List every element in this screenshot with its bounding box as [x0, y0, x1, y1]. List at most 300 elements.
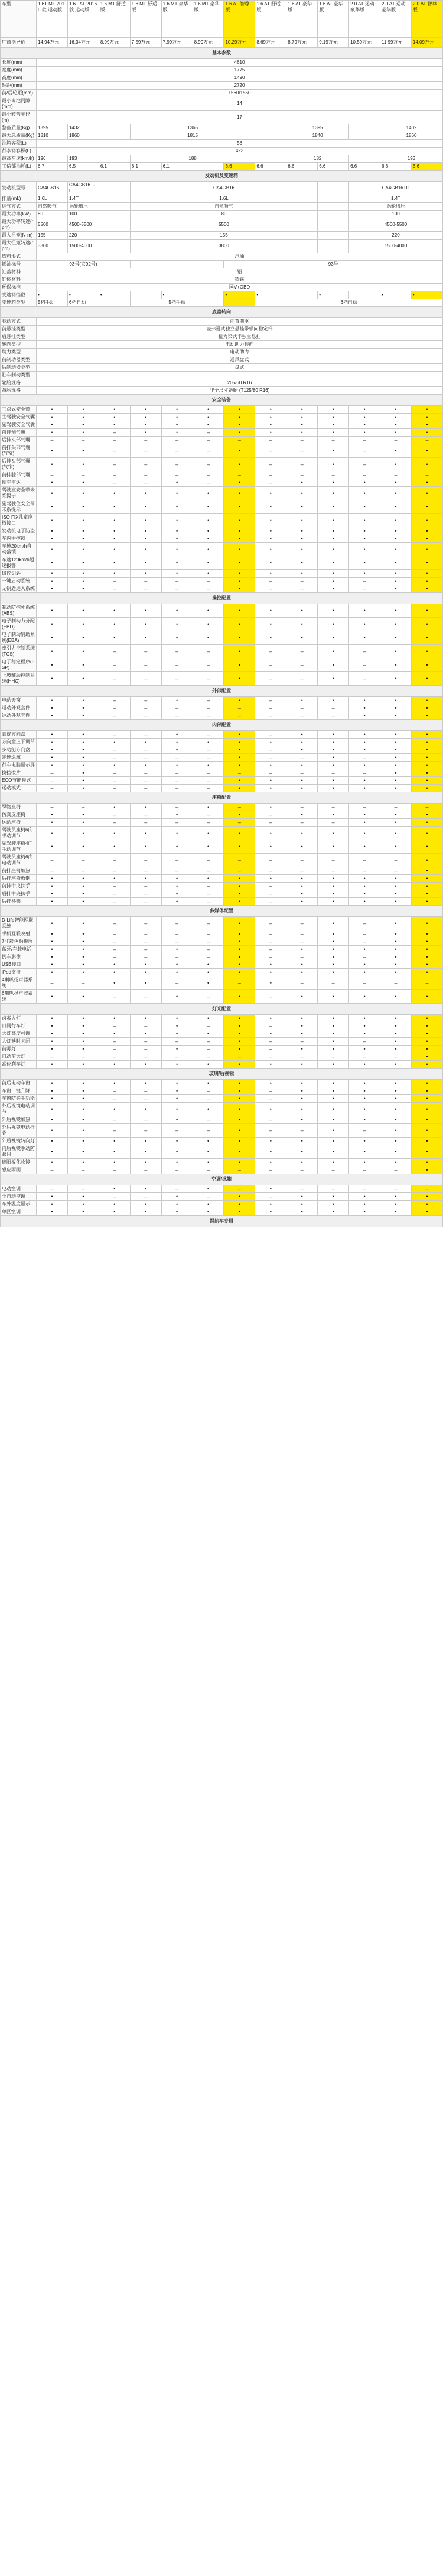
standard-dot: •: [380, 1038, 412, 1046]
standard-dot: •: [224, 535, 255, 543]
standard-dot: •: [380, 769, 412, 777]
not-available: –: [255, 471, 286, 479]
not-available: –: [255, 811, 286, 819]
spec-label: 仿真皮座椅: [1, 811, 37, 819]
standard-dot: •: [224, 1061, 255, 1069]
spec-label: 前排中央扶手: [1, 883, 37, 890]
standard-dot: •: [37, 969, 68, 976]
not-available: –: [130, 444, 161, 458]
standard-dot: •: [224, 645, 255, 658]
standard-dot: •: [349, 827, 380, 840]
standard-dot: •: [318, 672, 349, 686]
not-available: –: [255, 854, 286, 867]
not-available: –: [255, 917, 286, 930]
not-available: –: [255, 645, 286, 658]
standard-dot: •: [380, 631, 412, 645]
standard-dot: •: [318, 762, 349, 769]
not-available: –: [99, 704, 130, 712]
standard-dot: •: [37, 739, 68, 746]
standard-dot: •: [380, 1095, 412, 1103]
standard-dot: •: [37, 875, 68, 883]
standard-dot: •: [130, 527, 161, 535]
spec-row: [1, 672, 443, 686]
standard-dot: •: [318, 479, 349, 487]
standard-dot: •: [67, 739, 99, 746]
not-available: –: [255, 819, 286, 827]
not-available: –: [193, 946, 224, 953]
standard-dot: •: [318, 1087, 349, 1095]
standard-dot: •: [411, 840, 442, 854]
section-header: [1, 395, 443, 406]
not-available: –: [318, 712, 349, 720]
standard-dot: •: [37, 961, 68, 969]
spec-value: [99, 182, 130, 195]
spec-row: [1, 1038, 443, 1046]
spec-label: 副驾驶安全气囊: [1, 421, 37, 429]
standard-dot: •: [380, 777, 412, 785]
not-available: –: [286, 645, 318, 658]
standard-dot: •: [67, 535, 99, 543]
spec-value: •: [255, 291, 286, 299]
not-available: –: [130, 1022, 161, 1030]
standard-dot: •: [349, 421, 380, 429]
standard-dot: •: [99, 543, 130, 556]
spec-value: 1860: [67, 132, 99, 140]
standard-dot: •: [380, 1103, 412, 1116]
not-available: –: [193, 437, 224, 444]
standard-dot: •: [411, 604, 442, 618]
standard-dot: •: [286, 479, 318, 487]
not-available: –: [380, 471, 412, 479]
standard-dot: •: [411, 746, 442, 754]
standard-dot: •: [318, 946, 349, 953]
not-available: –: [349, 754, 380, 762]
standard-dot: •: [224, 739, 255, 746]
standard-dot: •: [224, 1038, 255, 1046]
standard-dot: •: [37, 487, 68, 500]
spec-label: 三点式安全带: [1, 406, 37, 414]
standard-dot: •: [161, 1193, 193, 1201]
standard-dot: •: [286, 556, 318, 570]
standard-dot: •: [380, 1201, 412, 1208]
standard-dot: •: [224, 618, 255, 631]
spec-row: [1, 556, 443, 570]
spec-row: [1, 1145, 443, 1159]
standard-dot: •: [349, 1116, 380, 1124]
standard-dot: •: [193, 1015, 224, 1022]
standard-dot: •: [224, 930, 255, 938]
standard-dot: •: [380, 938, 412, 946]
standard-dot: •: [224, 543, 255, 556]
standard-dot: •: [255, 414, 286, 421]
standard-dot: •: [224, 604, 255, 618]
standard-dot: •: [380, 754, 412, 762]
spec-value: [193, 163, 224, 171]
not-available: –: [130, 578, 161, 585]
section-header: [1, 792, 443, 804]
not-available: –: [255, 578, 286, 585]
not-available: –: [130, 697, 161, 704]
standard-dot: •: [349, 618, 380, 631]
standard-dot: •: [380, 618, 412, 631]
spec-row: [1, 946, 443, 953]
not-available: –: [99, 1124, 130, 1138]
not-available: –: [130, 1095, 161, 1103]
standard-dot: •: [318, 1038, 349, 1046]
price-value: 11.99万元: [380, 38, 412, 48]
spec-value: 非全尺寸备胎 (T125/80 R16): [37, 387, 443, 395]
spec-row: [1, 326, 443, 333]
section-title: 灯光配置: [1, 1004, 443, 1015]
standard-dot: •: [286, 1022, 318, 1030]
spec-row: [1, 535, 443, 543]
spec-row: [1, 746, 443, 754]
standard-dot: •: [286, 1201, 318, 1208]
standard-dot: •: [286, 514, 318, 527]
standard-dot: •: [349, 1015, 380, 1022]
standard-dot: •: [349, 1138, 380, 1145]
standard-dot: •: [37, 500, 68, 514]
standard-dot: •: [161, 990, 193, 1004]
spec-label: 行车电脑显示屏: [1, 762, 37, 769]
not-available: –: [255, 1095, 286, 1103]
standard-dot: •: [380, 746, 412, 754]
not-available: –: [37, 1166, 68, 1174]
not-available: –: [255, 930, 286, 938]
spec-value: [255, 124, 286, 132]
standard-dot: •: [286, 827, 318, 840]
standard-dot: •: [380, 514, 412, 527]
standard-dot: •: [318, 917, 349, 930]
not-available: –: [37, 976, 68, 990]
price-value: 7.99万元: [161, 38, 193, 48]
not-available: –: [286, 712, 318, 720]
spec-row: [1, 739, 443, 746]
not-available: –: [255, 1046, 286, 1053]
standard-dot: •: [37, 754, 68, 762]
not-available: –: [161, 658, 193, 672]
price-value: 8.99万元: [193, 38, 224, 48]
standard-dot: •: [380, 930, 412, 938]
standard-dot: •: [130, 1185, 161, 1193]
not-available: –: [318, 854, 349, 867]
standard-dot: •: [380, 672, 412, 686]
standard-dot: •: [67, 487, 99, 500]
standard-dot: •: [380, 1138, 412, 1145]
spec-value: 6.6: [380, 163, 412, 171]
standard-dot: •: [318, 1201, 349, 1208]
standard-dot: •: [224, 479, 255, 487]
model-name: 2.0 AT 运动豪华版: [349, 1, 380, 38]
standard-dot: •: [255, 604, 286, 618]
standard-dot: •: [349, 543, 380, 556]
standard-dot: •: [67, 712, 99, 720]
standard-dot: •: [130, 535, 161, 543]
standard-dot: •: [130, 976, 161, 990]
spec-value: 6.6: [411, 163, 442, 171]
standard-dot: •: [193, 618, 224, 631]
spec-value: [99, 240, 130, 253]
spec-label: 最大总质量(Kg): [1, 132, 37, 140]
standard-dot: •: [224, 1080, 255, 1087]
standard-dot: •: [411, 785, 442, 792]
price-value: 16.34万元: [67, 38, 99, 48]
spec-row: [1, 421, 443, 429]
spec-label: 车速20km/h自动落锁: [1, 543, 37, 556]
not-available: –: [130, 930, 161, 938]
not-available: –: [130, 1166, 161, 1174]
standard-dot: •: [37, 429, 68, 437]
standard-dot: •: [67, 1080, 99, 1087]
not-available: –: [349, 585, 380, 593]
standard-dot: •: [37, 543, 68, 556]
not-available: –: [286, 1185, 318, 1193]
spec-row: [1, 618, 443, 631]
not-available: –: [193, 746, 224, 754]
standard-dot: •: [349, 1095, 380, 1103]
standard-dot: •: [255, 570, 286, 578]
price-label: 厂商指导价: [1, 38, 37, 48]
standard-dot: •: [37, 883, 68, 890]
spec-row: [1, 364, 443, 372]
standard-dot: •: [130, 875, 161, 883]
not-available: –: [286, 1166, 318, 1174]
standard-dot: •: [130, 570, 161, 578]
spec-row: [1, 291, 443, 299]
standard-dot: •: [193, 543, 224, 556]
not-available: –: [161, 976, 193, 990]
spec-row: [1, 827, 443, 840]
not-available: –: [255, 658, 286, 672]
standard-dot: •: [37, 618, 68, 631]
standard-dot: •: [193, 1080, 224, 1087]
spec-label: 车外温度显示: [1, 1201, 37, 1208]
standard-dot: •: [161, 1080, 193, 1087]
standard-dot: •: [286, 777, 318, 785]
spec-label: 转向类型: [1, 341, 37, 349]
not-available: –: [130, 990, 161, 1004]
spec-value: •: [37, 291, 68, 299]
not-available: –: [99, 917, 130, 930]
not-available: –: [130, 938, 161, 946]
standard-dot: •: [318, 1138, 349, 1145]
not-available: –: [349, 444, 380, 458]
standard-dot: •: [349, 1103, 380, 1116]
standard-dot: •: [318, 1061, 349, 1069]
standard-dot: •: [286, 990, 318, 1004]
standard-dot: •: [380, 961, 412, 969]
standard-dot: •: [161, 500, 193, 514]
standard-dot: •: [349, 604, 380, 618]
standard-dot: •: [67, 946, 99, 953]
spec-value: 100: [349, 211, 443, 218]
standard-dot: •: [67, 1145, 99, 1159]
spec-row: [1, 1087, 443, 1095]
not-available: –: [224, 867, 255, 875]
spec-row: [1, 406, 443, 414]
standard-dot: •: [286, 731, 318, 739]
spec-value: 1500-4000: [349, 240, 443, 253]
standard-dot: •: [286, 875, 318, 883]
spec-row: [1, 543, 443, 556]
standard-dot: •: [318, 1124, 349, 1138]
standard-dot: •: [67, 875, 99, 883]
standard-dot: •: [411, 704, 442, 712]
standard-dot: •: [318, 514, 349, 527]
spec-label: 驻车制动类型: [1, 372, 37, 379]
standard-dot: •: [318, 645, 349, 658]
standard-dot: •: [411, 570, 442, 578]
not-available: –: [193, 697, 224, 704]
spec-value: 5500: [130, 218, 317, 232]
standard-dot: •: [349, 731, 380, 739]
section-header: [1, 906, 443, 917]
spec-label: 长度(mm): [1, 59, 37, 67]
standard-dot: •: [224, 946, 255, 953]
model-name: 1.6 MT 舒适版: [99, 1, 130, 38]
section-header: [1, 307, 443, 318]
standard-dot: •: [380, 1015, 412, 1022]
spec-row: [1, 762, 443, 769]
standard-dot: •: [380, 585, 412, 593]
standard-dot: •: [318, 618, 349, 631]
standard-dot: •: [224, 875, 255, 883]
standard-dot: •: [99, 570, 130, 578]
not-available: –: [286, 917, 318, 930]
not-available: –: [37, 437, 68, 444]
not-available: –: [161, 938, 193, 946]
spec-value: 58: [37, 140, 443, 148]
standard-dot: •: [318, 631, 349, 645]
standard-dot: •: [318, 811, 349, 819]
standard-dot: •: [349, 961, 380, 969]
standard-dot: •: [67, 785, 99, 792]
standard-dot: •: [318, 1015, 349, 1022]
standard-dot: •: [380, 953, 412, 961]
not-available: –: [380, 1185, 412, 1193]
not-available: –: [193, 672, 224, 686]
spec-label: 倒车雷达: [1, 479, 37, 487]
standard-dot: •: [193, 804, 224, 811]
standard-dot: •: [67, 704, 99, 712]
spec-value: CA4GB16: [130, 182, 317, 195]
not-available: –: [193, 658, 224, 672]
standard-dot: •: [286, 414, 318, 421]
standard-dot: •: [99, 631, 130, 645]
standard-dot: •: [255, 1080, 286, 1087]
not-available: –: [286, 458, 318, 471]
standard-dot: •: [67, 1015, 99, 1022]
spec-row: [1, 268, 443, 276]
standard-dot: •: [130, 1208, 161, 1216]
standard-dot: •: [224, 917, 255, 930]
standard-dot: •: [161, 414, 193, 421]
standard-dot: •: [255, 1138, 286, 1145]
spec-label: 遥控钥匙: [1, 570, 37, 578]
standard-dot: •: [349, 1061, 380, 1069]
standard-dot: •: [193, 840, 224, 854]
standard-dot: •: [411, 990, 442, 1004]
not-available: –: [193, 471, 224, 479]
spec-value: 1775: [37, 67, 443, 74]
spec-row: [1, 1030, 443, 1038]
standard-dot: •: [286, 898, 318, 906]
standard-dot: •: [255, 1201, 286, 1208]
standard-dot: •: [255, 1061, 286, 1069]
standard-dot: •: [318, 1208, 349, 1216]
not-available: –: [255, 672, 286, 686]
standard-dot: •: [224, 785, 255, 792]
spec-row: [1, 645, 443, 658]
standard-dot: •: [161, 429, 193, 437]
standard-dot: •: [161, 1116, 193, 1124]
spec-value: 国V+OBD: [37, 284, 443, 291]
spec-row: [1, 500, 443, 514]
spec-value: 6.6: [349, 163, 380, 171]
not-available: –: [99, 890, 130, 898]
spec-label: 副驾驶位安全带未系提示: [1, 500, 37, 514]
standard-dot: •: [37, 953, 68, 961]
model-name: 1.6 MT 豪华版: [161, 1, 193, 38]
not-available: –: [318, 1053, 349, 1061]
not-available: –: [255, 746, 286, 754]
not-available: –: [193, 1166, 224, 1174]
not-available: –: [224, 1166, 255, 1174]
not-available: –: [67, 471, 99, 479]
spec-label: 换挡拨片: [1, 769, 37, 777]
not-available: –: [224, 704, 255, 712]
standard-dot: •: [224, 1145, 255, 1159]
spec-label: 织物座椅: [1, 804, 37, 811]
standard-dot: •: [380, 1116, 412, 1124]
standard-dot: •: [130, 543, 161, 556]
standard-dot: •: [99, 406, 130, 414]
not-available: –: [286, 444, 318, 458]
standard-dot: •: [411, 854, 442, 867]
standard-dot: •: [37, 811, 68, 819]
standard-dot: •: [318, 1095, 349, 1103]
not-available: –: [193, 458, 224, 471]
spec-row: [1, 67, 443, 74]
standard-dot: •: [224, 1116, 255, 1124]
spec-value: 前置前驱: [37, 318, 443, 326]
spec-value: •: [67, 291, 99, 299]
standard-dot: •: [161, 1103, 193, 1116]
not-available: –: [193, 712, 224, 720]
standard-dot: •: [161, 827, 193, 840]
standard-dot: •: [411, 762, 442, 769]
spec-row: [1, 976, 443, 990]
spec-label: 前排座椅加热: [1, 867, 37, 875]
standard-dot: •: [37, 731, 68, 739]
standard-dot: •: [224, 527, 255, 535]
standard-dot: •: [224, 1159, 255, 1166]
standard-dot: •: [318, 785, 349, 792]
spec-row: [1, 140, 443, 148]
standard-dot: •: [380, 1030, 412, 1038]
standard-dot: •: [380, 1193, 412, 1201]
spec-value: [99, 232, 130, 240]
standard-dot: •: [37, 458, 68, 471]
standard-dot: •: [37, 1145, 68, 1159]
standard-dot: •: [380, 1046, 412, 1053]
spec-value: [349, 155, 380, 163]
model-name: 2.0 AT 智尊版: [411, 1, 442, 38]
standard-dot: •: [349, 1159, 380, 1166]
standard-dot: •: [130, 969, 161, 976]
spec-label: 真皮方向盘: [1, 731, 37, 739]
standard-dot: •: [411, 414, 442, 421]
